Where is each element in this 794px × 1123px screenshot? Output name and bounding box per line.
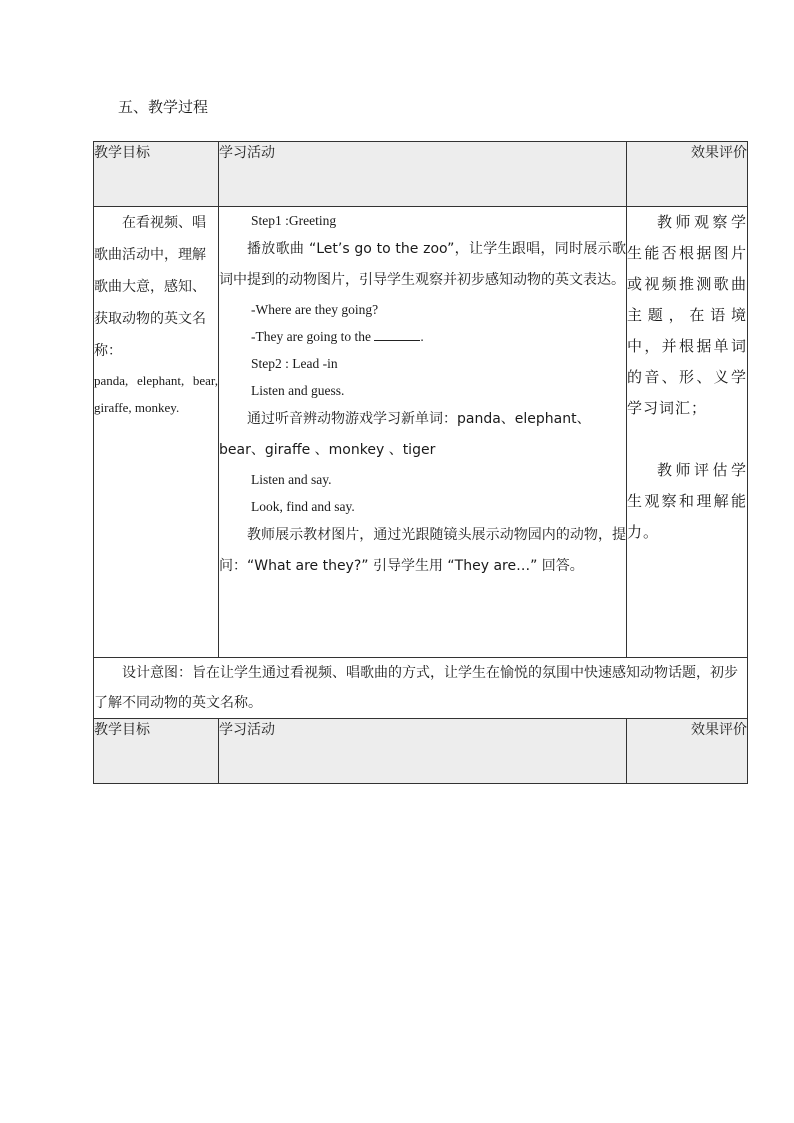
look-find-say: Look, find and say. [251,499,355,514]
header-goal: 教学目标 [94,142,219,207]
table-header-row [94,142,748,207]
header-goal-2: 教学目标 [94,719,219,784]
listen-guess: Listen and guess. [251,383,345,398]
step2-title: Step2 : Lead -in [251,356,338,371]
question-1: -Where are they going? [251,302,379,317]
header-evaluation-2: 效果评价 [627,719,748,784]
activity-paragraph-2b: bear、giraffe 、monkey 、tiger [219,442,436,458]
goal-cell [94,207,219,658]
header-activity-2: 学习活动 [219,719,627,784]
design-intent-cell [94,658,748,719]
section-title: 五、教学过程 [118,98,209,116]
header-evaluation: 效果评价 [627,142,748,207]
question-2: -They are going to the . [251,329,424,344]
activity-paragraph-3: 教师展示教材图片，通过光跟随镜头展示动物园内的动物，提问：“What are they?” 引导学生用 “They are…” 回答。 [219,527,626,574]
activity-cell [219,207,627,658]
listen-say: Listen and say. [251,472,332,487]
activity-paragraph-1: 播放歌曲 “Let’s go to the zoo”，让学生跟唱，同时展示歌词中提到的动物图片，引导学生观察并初步感知动物的英文表达。 [219,241,626,288]
table-row [94,207,748,658]
table-header-row-2 [94,719,748,784]
evaluation-paragraph-2: 教师评估学生观察和理解能力。 [627,461,747,541]
activity-paragraph-2a: 通过听音辨动物游戏学习新单词：panda、elephant、 [247,411,591,427]
goal-animals: panda, elephant, bear, giraffe, monkey. [94,373,218,415]
step1-title: Step1 :Greeting [251,213,337,228]
header-activity: 学习活动 [219,142,627,207]
teaching-process-table [93,141,748,784]
answer-blank [374,328,420,341]
evaluation-cell [627,207,748,658]
goal-text: 在看视频、唱歌曲活动中，理解歌曲大意，感知、获取动物的英文名称： [94,215,206,359]
evaluation-paragraph-1: 教师观察学生能否根据图片或视频推测歌曲主题，在语境中，并根据单词的音、形、义学学习词汇； [627,213,747,417]
design-intent-text: 设计意图：旨在让学生通过看视频、唱歌曲的方式，让学生在愉悦的氛围中快速感知动物话题，初步了解不同动物的英文名称。 [94,665,738,711]
design-intent-row [94,658,748,719]
